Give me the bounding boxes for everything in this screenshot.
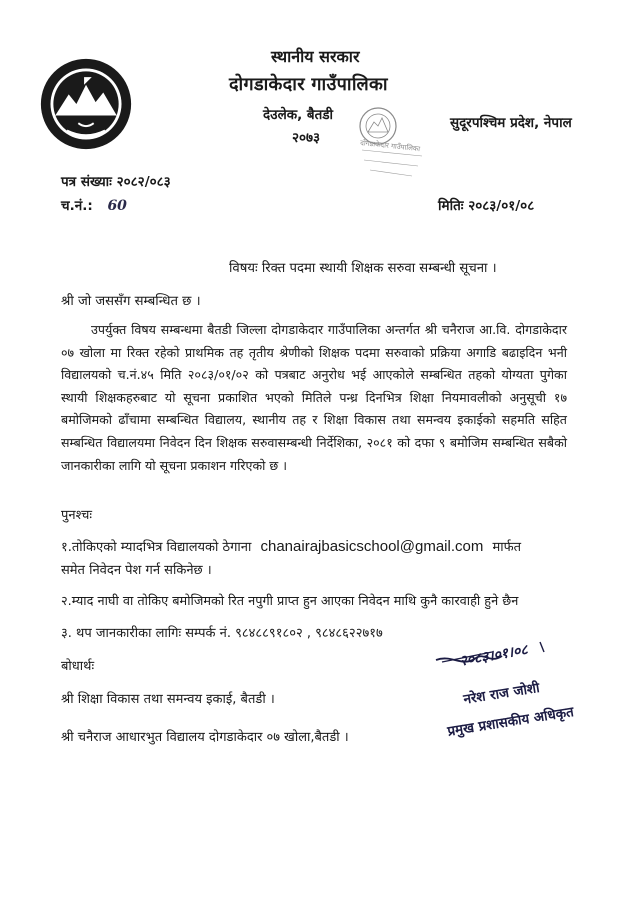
- bodhartha-label: बोधार्थः: [61, 659, 95, 674]
- letter-date-label: मितिः: [438, 198, 464, 214]
- postscript-item-1: [61, 537, 521, 555]
- chalani-number: [61, 196, 127, 214]
- postscript-item-1-line-2: समेत निवेदन पेश गर्न सकिनेछ ।: [61, 563, 212, 578]
- chalani-number-label: च.नं.:: [61, 198, 93, 214]
- salutation: श्री जो जससँग सम्बन्धित छ ।: [61, 294, 201, 309]
- patra-sankhya-label: पत्र संख्याः: [61, 174, 112, 190]
- postscript-item-3: ३. थप जानकारीका लागिः सम्पर्क नं. ९८४८८९१८०२ , ९८४८६२२७१७: [61, 626, 383, 641]
- municipality-name: दोगडाकेदार गाउँपालिका: [229, 74, 388, 95]
- postscript-label: पुनश्चः: [61, 508, 93, 523]
- nepal-emblem-icon: [38, 56, 134, 152]
- postscript-item-1-prefix: १.तोकिएको म्यादभित्र विद्यालयको ठेगाना: [61, 540, 252, 555]
- bodhartha-recipient-1: श्री शिक्षा विकास तथा समन्वय इकाई, बैतडी ।: [61, 692, 275, 707]
- signature-date: २०८३।०१।०८: [458, 642, 529, 670]
- body-paragraph: [61, 319, 567, 477]
- letter-subject: विषयः रिक्त पदमा स्थायी शिक्षक सरुवा सम्बन्धी सूचना ।: [229, 261, 497, 276]
- office-stamp-text: दोगडाकेदार गाउँपालिका: [359, 138, 421, 154]
- government-heading: स्थानीय सरकार: [271, 47, 360, 66]
- school-email: chanairajbasicschool@gmail.com: [260, 538, 484, 555]
- letter-date-value: २०८३/०१/०८: [468, 198, 535, 214]
- body-paragraph-text: उपर्युक्त विषय सम्बन्धमा बैतडी जिल्ला दोगडाकेदार गाउँपालिका अन्तर्गत श्री चनैराज आ.वि. दोगडाकेदार ०७ खोला मा रिक्त रहेको प्राथमिक तह तृतीय श्रेणीको शिक्षक पदमा सरुवाको प्रक्रिया अगाडि बढाइदिन भनी विद्यालयको च.नं.४५ मिति २०८३/०१/०२ को पत्रबाट अनुरोध भई आएकोले सम्बन्धित तहको योग्यता पुगेका स्थायी शिक्षकहरुबाट यो सूचना प्रकाशित भएको मितिले पन्ध्र दिनभित्र शिक्षा नियमावलीको अनुसूची १७ बमोजिमको ढाँचामा सम्बन्धित विद्यालय, स्थानीय तह र शिक्षा विकास तथा समन्वय इकाईको सहमति सहित सम्बन्धित विद्यालयमा निवेदन दिन शिक्षक सरुवासम्बन्धी निर्देशिका, २०८१ को दफा ९ बमोजिम सम्बन्धित सबैको जानकारीका लागि यो सूचना प्रकाशन गरिएको छ ।: [61, 322, 567, 473]
- chalani-number-value: 60: [107, 198, 127, 214]
- patra-sankhya-value: २०८२/०८३: [116, 174, 171, 190]
- signatory-designation: प्रमुख प्रशासकीय अधिकृत: [446, 704, 575, 740]
- office-location: देउलेक, बैतडी: [263, 107, 334, 123]
- postscript-item-1-suffix: मार्फत: [492, 540, 522, 555]
- office-stamp: [352, 104, 440, 186]
- province-name: सुदूरपश्चिम प्रदेश, नेपाल: [450, 115, 572, 131]
- bodhartha-recipient-2: श्री चनैराज आधारभुत विद्यालय दोगडाकेदार ०७ खोला,बैतडी ।: [61, 730, 349, 745]
- signatory-name: नरेश राज जोशी: [462, 679, 541, 708]
- letter-date: [438, 196, 534, 214]
- patra-sankhya: [61, 172, 171, 190]
- postscript-item-2: २.म्याद नाघी वा तोकिए बमोजिमको रित नपुगी प्राप्त हुन आएका निवेदन माथि कुनै कारवाही हुने छैन: [61, 594, 519, 609]
- established-year: २०७३: [292, 130, 321, 146]
